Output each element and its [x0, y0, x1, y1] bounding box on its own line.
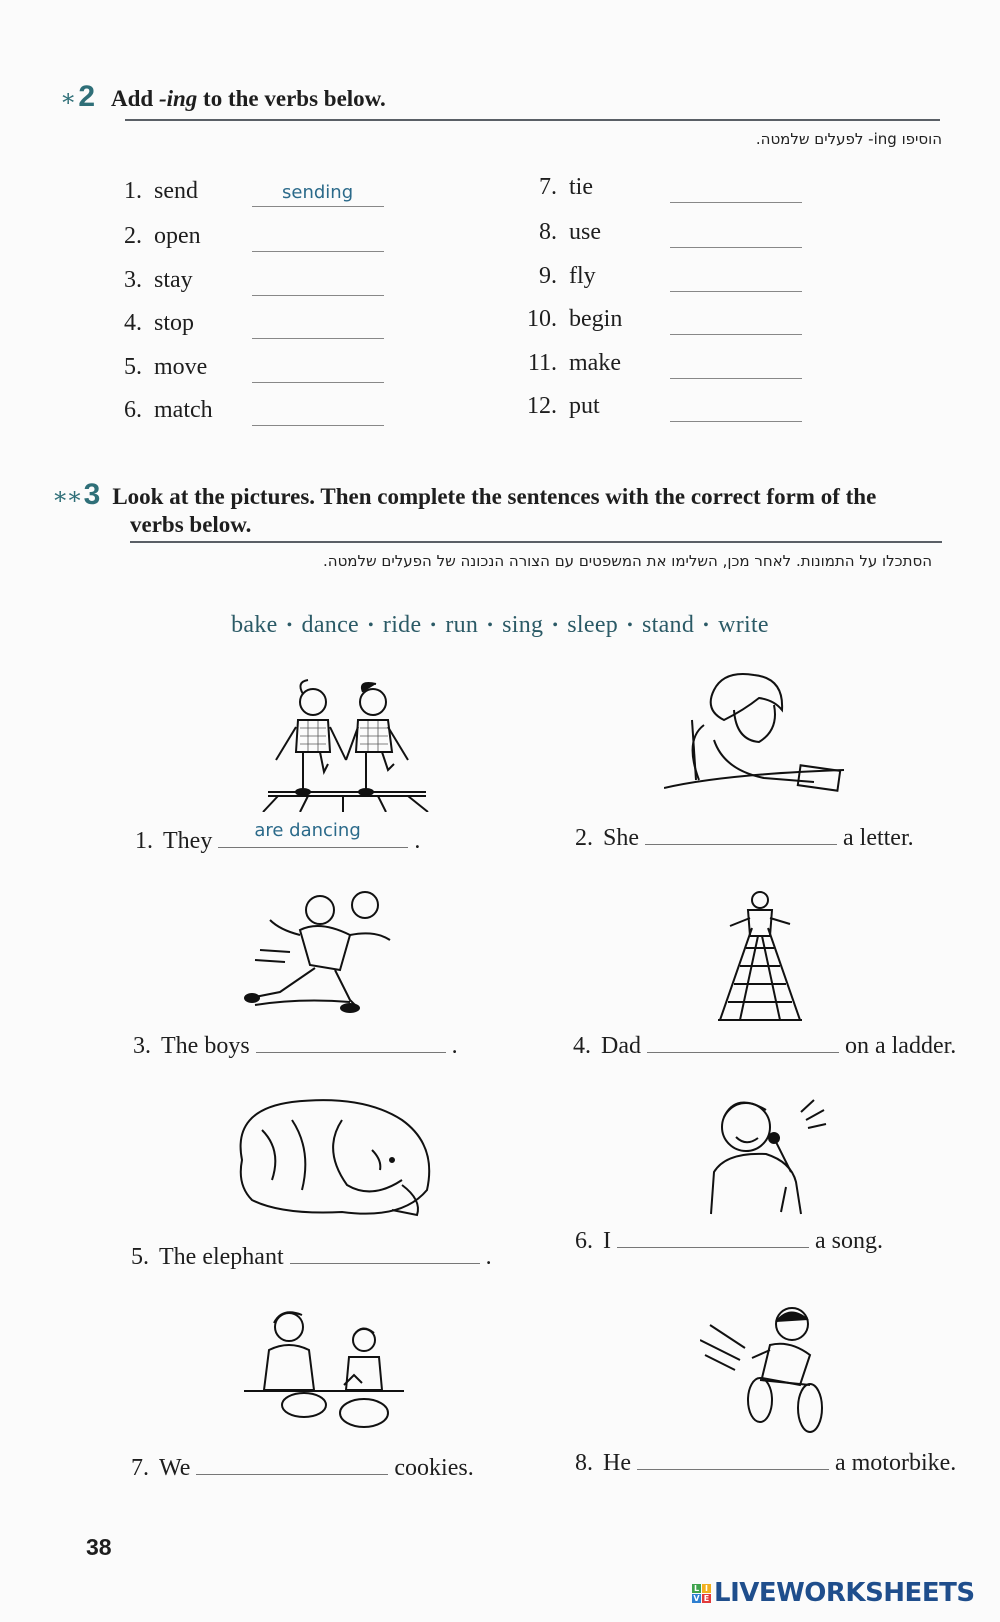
- sentence-number: 3.: [133, 1033, 151, 1059]
- word-bank: [0, 612, 1000, 639]
- sentence-ending: a letter.: [843, 825, 914, 851]
- picture-baking: [244, 1305, 409, 1435]
- answer-blank[interactable]: [218, 820, 408, 848]
- verb: open: [154, 223, 201, 249]
- sentence-ending: a song.: [815, 1228, 883, 1254]
- sentence: [133, 1033, 458, 1060]
- answer-blank[interactable]: [670, 291, 802, 292]
- item-number: 6.: [124, 397, 142, 423]
- sentence: [131, 1455, 474, 1482]
- brand-name: LIVEWORKSHEETS: [714, 1578, 975, 1608]
- verb-item: [515, 393, 600, 420]
- header-rule: [125, 119, 940, 121]
- sentence-subject: Dad: [601, 1033, 641, 1059]
- item-number: 11.: [527, 350, 557, 376]
- logo-tile: E: [703, 1593, 710, 1603]
- word-bank-item: run: [445, 612, 479, 638]
- item-number: 7.: [539, 174, 557, 200]
- sentence-ending: .: [414, 828, 421, 854]
- sentence-ending: a motorbike.: [834, 1450, 957, 1476]
- separator-dot: •: [552, 617, 559, 635]
- liveworksheets-logo: [692, 1578, 975, 1608]
- word-bank-item: ride: [382, 612, 422, 638]
- sentence-ending: on a ladder.: [844, 1033, 957, 1059]
- sentence-ending: cookies.: [394, 1455, 474, 1481]
- answer-blank[interactable]: [670, 202, 802, 203]
- picture-boy-singing: [706, 1092, 836, 1217]
- exercise-number: 3: [83, 478, 101, 511]
- separator-dot: •: [286, 617, 293, 635]
- handwritten-answer[interactable]: are dancing: [254, 820, 361, 841]
- item-number: 2.: [124, 223, 142, 249]
- sentence-number: 6.: [575, 1228, 593, 1254]
- sentence: [575, 825, 914, 852]
- sentence: [575, 1450, 956, 1477]
- verb: send: [154, 178, 198, 204]
- word-bank-item: write: [718, 612, 769, 638]
- separator-dot: •: [430, 617, 437, 635]
- answer-blank[interactable]: [252, 425, 384, 426]
- item-number: 8.: [539, 219, 557, 245]
- item-number: 9.: [539, 263, 557, 289]
- verb-item: [112, 354, 207, 381]
- item-number: 3.: [124, 267, 142, 293]
- sentence-subject: I: [603, 1228, 611, 1254]
- verb: fly: [569, 263, 596, 289]
- sentence-number: 4.: [573, 1033, 591, 1059]
- sentence-number: 8.: [575, 1450, 593, 1476]
- sentence-subject: The boys: [161, 1033, 250, 1059]
- verb: put: [569, 393, 600, 419]
- verb: move: [154, 354, 208, 380]
- exercise-3-header: [52, 478, 876, 512]
- item-number: 1.: [124, 178, 142, 204]
- sentence: [131, 1244, 492, 1271]
- page-number: 38: [86, 1534, 112, 1560]
- verb: use: [569, 219, 601, 245]
- difficulty-stars: ∗∗: [52, 484, 81, 510]
- logo-tile: I: [702, 1584, 711, 1593]
- word-bank-item: sleep: [567, 612, 619, 638]
- sentence: [575, 1228, 883, 1255]
- verb-item: [515, 263, 596, 290]
- item-number: 10.: [527, 306, 557, 332]
- word-bank-item: sing: [502, 612, 544, 638]
- answer-blank[interactable]: [290, 1262, 480, 1264]
- answer-blank[interactable]: [670, 421, 802, 422]
- logo-tile: V: [693, 1593, 700, 1603]
- sentence-subject: He: [603, 1450, 631, 1476]
- answer-blank[interactable]: [645, 843, 837, 845]
- verb: make: [569, 350, 621, 376]
- sentence-subject: They: [163, 828, 213, 854]
- verb: stop: [154, 310, 195, 336]
- answer-blank[interactable]: [196, 1473, 388, 1475]
- verb-item: [515, 174, 593, 201]
- item-number: 12.: [527, 393, 557, 419]
- sentence: [573, 1033, 956, 1060]
- item-number: 4.: [124, 310, 142, 336]
- separator-dot: •: [703, 617, 710, 635]
- answer-blank[interactable]: [252, 338, 384, 339]
- sentence-number: 1.: [135, 828, 153, 854]
- verb-item: [112, 267, 193, 294]
- verb: match: [154, 397, 213, 423]
- picture-motorbike: [700, 1300, 845, 1435]
- sentence-ending: .: [451, 1033, 458, 1059]
- picture-elephant-sleeping: [222, 1090, 442, 1225]
- answer-blank[interactable]: [670, 247, 802, 248]
- answer-blank[interactable]: [252, 382, 384, 383]
- answer-blank[interactable]: [670, 378, 802, 379]
- answer-blank[interactable]: [637, 1468, 829, 1470]
- picture-girl-writing: [664, 670, 849, 805]
- verb-item: [515, 306, 622, 333]
- verb-item: [112, 178, 198, 205]
- answer-blank[interactable]: [252, 206, 384, 207]
- sentence-number: 2.: [575, 825, 593, 851]
- hebrew-instructions: הסתכלו על התמונות. לאחר מכן, השלימו את המשפטים עם הצורה הנכונה של הפעלים שלמטה.: [323, 552, 932, 570]
- answer-blank[interactable]: [252, 251, 384, 252]
- header-rule: [130, 541, 942, 543]
- answer-blank[interactable]: [617, 1246, 809, 1248]
- exercise-2-header: [60, 80, 386, 114]
- picture-man-on-ladder: [710, 888, 810, 1023]
- verb: tie: [569, 174, 593, 200]
- logo-tile: L: [693, 1583, 700, 1593]
- hebrew-instructions: הוסיפו ing- לפעלים שלמטה.: [755, 130, 942, 148]
- logo-tiles-icon: [692, 1584, 711, 1603]
- handwritten-answer[interactable]: sending: [282, 182, 354, 203]
- item-number: 5.: [124, 354, 142, 380]
- verb: stay: [154, 267, 193, 293]
- verb-item: [112, 310, 194, 337]
- verb-item: [112, 397, 213, 424]
- verb: begin: [569, 306, 623, 332]
- exercise-title: Add -ing to the verbs below.: [111, 86, 386, 111]
- picture-boys-running: [240, 880, 410, 1020]
- answer-blank[interactable]: [256, 1051, 446, 1053]
- difficulty-stars: ∗: [60, 86, 75, 112]
- separator-dot: •: [627, 617, 633, 635]
- sentence-ending: .: [485, 1244, 492, 1270]
- answer-blank[interactable]: [252, 295, 384, 296]
- sentence-number: 5.: [131, 1244, 149, 1270]
- exercise-title-line-1: Look at the pictures. Then complete the sentences with the correct form of the: [112, 484, 877, 509]
- separator-dot: •: [487, 617, 494, 635]
- picture-girls-dancing: [258, 672, 438, 812]
- answer-blank[interactable]: [670, 334, 802, 335]
- word-bank-item: stand: [641, 612, 695, 638]
- verb-item: [515, 219, 601, 246]
- word-bank-item: dance: [301, 612, 359, 638]
- exercise-title-line-2: verbs below.: [130, 512, 252, 537]
- verb-item: [515, 350, 621, 377]
- answer-blank[interactable]: [647, 1051, 839, 1053]
- sentence-subject: We: [159, 1455, 191, 1481]
- sentence-number: 7.: [131, 1455, 149, 1481]
- exercise-number: 2: [78, 80, 95, 113]
- word-bank-item: bake: [231, 612, 278, 638]
- sentence: [135, 820, 421, 855]
- separator-dot: •: [368, 617, 374, 635]
- sentence-subject: The elephant: [159, 1244, 284, 1270]
- sentence-subject: She: [603, 825, 639, 851]
- verb-item: [112, 223, 201, 250]
